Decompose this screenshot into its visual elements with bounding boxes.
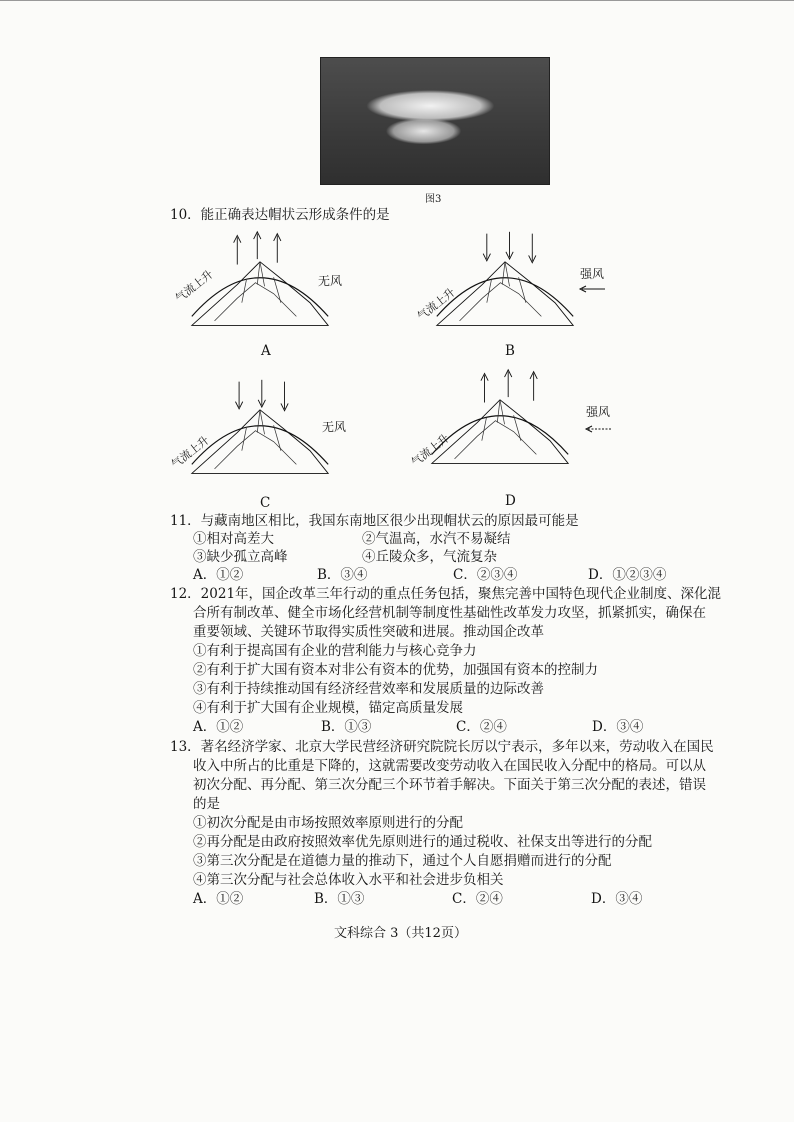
q11-option-a: A．①②	[193, 567, 244, 583]
page-top-edge	[0, 0, 794, 1]
q12-stem-line: 重要领域、关键环节取得实质性突破和进展。推动国企改革	[193, 624, 544, 640]
q13-item: ③第三次分配是在道德力量的推动下，通过个人自愿捐赠而进行的分配	[193, 853, 612, 869]
q12-option-d: D．③④	[592, 719, 644, 735]
diagram-a-rise-label: 气流上升	[172, 267, 216, 306]
q13-stem-line: 收入中所占的比重是下降的，这就需要改变劳动收入在国民收入分配中的格局。可以从	[193, 758, 706, 774]
diagram-b-wind-label: 强风	[580, 267, 605, 281]
q12-option-b: B．①③	[321, 719, 372, 735]
q11-option-c: C．②③④	[453, 567, 518, 583]
q13-item: ②再分配是由政府按照效率优先原则进行的通过税收、社保支出等进行的分配	[193, 834, 652, 850]
q12-stem-line: 12．2021年，国企改革三年行动的重点任务包括，聚焦完善中国特色现代企业制度、深化混	[170, 586, 722, 602]
q13-stem-line: 13．著名经济学家、北京大学民营经济研究院院长厉以宁表示，多年以来，劳动收入在国民	[170, 739, 714, 755]
diagram-b-rise-label: 气流上升	[414, 285, 458, 324]
cap-cloud-photo	[320, 57, 550, 185]
q10-diagram-b	[410, 230, 600, 334]
q10-stem: 10．能正确表达帽状云形成条件的是	[170, 207, 390, 223]
diagram-d-wind-arrow-icon	[584, 418, 612, 437]
q11-item: ④丘陵众多，气流复杂	[362, 549, 497, 565]
diagram-b-letter: B	[505, 343, 515, 359]
q13-option-d: D．③④	[591, 891, 643, 907]
q11-item: ③缺少孤立高峰	[193, 549, 288, 565]
figure-caption: 图3	[425, 194, 442, 205]
diagram-b-svg	[410, 230, 600, 330]
q13-option-a: A．①②	[193, 891, 244, 907]
q11-item: ②气温高，水汽不易凝结	[362, 531, 511, 547]
q12-stem-line: 合所有制改革、健全市场化经营机制等制度性基础性改革发力攻坚，抓紧抓实，确保在	[193, 605, 706, 621]
q11-item: ①相对高差大	[193, 531, 274, 547]
diagram-c-rise-label: 气流上升	[168, 433, 212, 472]
q11-stem: 11．与藏南地区相比，我国东南地区很少出现帽状云的原因最可能是	[170, 513, 579, 529]
q13-stem-line: 的是	[193, 796, 220, 812]
q11-option-b: B．③④	[317, 567, 368, 583]
q13-option-c: C．②④	[452, 891, 503, 907]
q13-stem-line: 初次分配、再分配、第三次分配三个环节着手解决。下面关于第三次分配的表述，错误	[193, 777, 706, 793]
diagram-c-letter: C	[260, 495, 271, 511]
diagram-b-wind-arrow-icon	[578, 278, 606, 297]
q13-item: ①初次分配是由市场按照效率原则进行的分配	[193, 815, 463, 831]
diagram-a-wind-label: 无风	[318, 274, 343, 288]
q11-option-d: D．①②③④	[588, 567, 667, 583]
diagram-c-wind-label: 无风	[322, 420, 347, 434]
q12-option-a: A．①②	[193, 719, 244, 735]
page-footer: 文科综合 3（共12页）	[334, 926, 467, 941]
q13-item: ④第三次分配与社会总体收入水平和社会进步负相关	[193, 872, 504, 888]
q12-item: ②有利于扩大国有资本对非公有资本的优势，加强国有资本的控制力	[193, 662, 598, 678]
q12-option-c: C．②④	[456, 719, 507, 735]
diagram-d-letter: D	[505, 493, 516, 509]
q12-item: ④有利于扩大国有企业规模，锚定高质量发展	[193, 700, 463, 716]
diagram-d-rise-label: 气流上升	[408, 431, 452, 470]
diagram-d-wind-label: 强风	[586, 405, 611, 419]
q12-item: ③有利于持续推动国有经济经营效率和发展质量的边际改善	[193, 681, 544, 697]
q13-option-b: B．①③	[314, 891, 365, 907]
q12-item: ①有利于提高国有企业的营利能力与核心竞争力	[193, 643, 477, 659]
diagram-a-letter: A	[261, 343, 271, 359]
